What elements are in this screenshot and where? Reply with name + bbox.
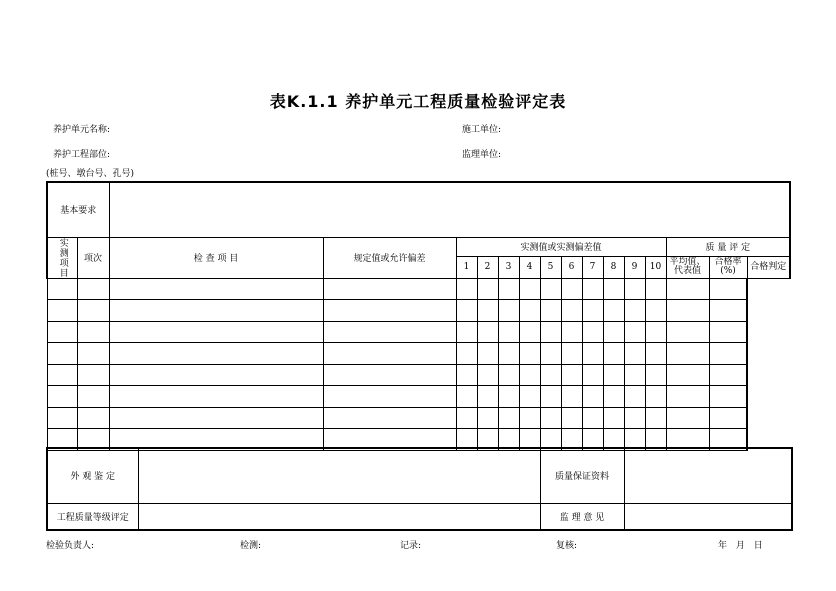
measure-col-2: 2	[477, 256, 498, 278]
table-cell[interactable]	[519, 321, 540, 343]
table-cell[interactable]	[519, 343, 540, 365]
table-cell[interactable]	[561, 321, 582, 343]
table-cell[interactable]	[498, 386, 519, 408]
evaluation-table	[46, 447, 793, 531]
table-cell[interactable]	[477, 343, 498, 365]
measure-col-6: 6	[561, 256, 582, 278]
measure-col-1: 1	[456, 256, 477, 278]
table-cell[interactable]	[540, 300, 561, 322]
table-cell[interactable]	[498, 364, 519, 386]
table-cell[interactable]	[645, 407, 666, 429]
table-cell[interactable]	[666, 407, 709, 429]
col-rate-header: 合格率(%)	[709, 256, 747, 278]
table-cell[interactable]	[645, 300, 666, 322]
supervision-opinion-label: 监 理 意 见	[540, 503, 624, 530]
table-cell[interactable]	[624, 343, 645, 365]
table-cell[interactable]	[624, 278, 645, 300]
table-cell[interactable]	[519, 300, 540, 322]
table-cell[interactable]	[109, 321, 323, 343]
table-cell[interactable]	[477, 407, 498, 429]
table-cell[interactable]	[709, 407, 747, 429]
table-cell[interactable]	[477, 321, 498, 343]
table-cell[interactable]	[323, 407, 456, 429]
grade-cell[interactable]	[138, 503, 540, 530]
table-cell[interactable]	[456, 407, 477, 429]
table-cell[interactable]	[603, 407, 624, 429]
col-no-header: 项次	[77, 237, 109, 278]
table-cell[interactable]	[645, 386, 666, 408]
table-cell[interactable]	[47, 300, 77, 322]
table-cell[interactable]	[709, 300, 747, 322]
table-cell[interactable]	[519, 407, 540, 429]
table-cell[interactable]	[645, 343, 666, 365]
table-cell[interactable]	[709, 321, 747, 343]
table-cell[interactable]	[323, 343, 456, 365]
record-label: 记录:	[400, 541, 422, 551]
table-cell[interactable]	[477, 364, 498, 386]
table-cell[interactable]	[603, 386, 624, 408]
col-spec-header: 规定值或允许偏差	[323, 237, 456, 278]
project-part-label: 养护工程部位:	[53, 150, 111, 160]
supervision-opinion-cell[interactable]	[624, 503, 792, 530]
table-cell[interactable]	[47, 407, 77, 429]
table-cell[interactable]	[540, 321, 561, 343]
table-cell[interactable]	[645, 364, 666, 386]
table-cell[interactable]	[456, 278, 477, 300]
table-cell[interactable]	[540, 386, 561, 408]
table-cell[interactable]	[323, 278, 456, 300]
table-cell[interactable]	[477, 300, 498, 322]
table-cell[interactable]	[47, 343, 77, 365]
appearance-label: 外 观 鉴 定	[47, 448, 138, 503]
table-cell[interactable]	[582, 300, 603, 322]
table-cell[interactable]	[624, 321, 645, 343]
table-cell[interactable]	[540, 364, 561, 386]
table-cell[interactable]	[456, 364, 477, 386]
table-cell[interactable]	[624, 300, 645, 322]
table-cell[interactable]	[540, 278, 561, 300]
col-quality-header: 质 量 评 定	[666, 237, 790, 256]
table-cell[interactable]	[624, 386, 645, 408]
measure-col-9: 9	[624, 256, 645, 278]
table-cell[interactable]	[47, 386, 77, 408]
col-judge-header: 合格判定	[747, 256, 790, 278]
table-cell[interactable]	[582, 407, 603, 429]
page-title: 表K.1.1 养护单元工程质量检验评定表	[269, 92, 567, 111]
table-cell[interactable]	[77, 364, 109, 386]
table-cell[interactable]	[109, 278, 323, 300]
table-cell[interactable]	[323, 386, 456, 408]
table-cell[interactable]	[666, 300, 709, 322]
table-cell[interactable]	[456, 386, 477, 408]
col-item-header: 检 查 项 目	[109, 237, 323, 278]
table-cell[interactable]	[47, 321, 77, 343]
table-cell[interactable]	[323, 300, 456, 322]
basic-requirements-label: 基本要求	[47, 182, 109, 237]
supervision-unit-label: 监理单位:	[462, 150, 502, 160]
table-cell[interactable]	[498, 321, 519, 343]
table-cell[interactable]	[109, 386, 323, 408]
inspection-table	[46, 181, 791, 451]
table-cell[interactable]	[603, 300, 624, 322]
table-cell[interactable]	[709, 386, 747, 408]
table-cell[interactable]	[540, 407, 561, 429]
table-cell[interactable]	[603, 321, 624, 343]
table-cell[interactable]	[519, 364, 540, 386]
table-cell[interactable]	[109, 300, 323, 322]
review-label: 复核:	[556, 541, 578, 551]
table-cell[interactable]	[624, 364, 645, 386]
table-cell[interactable]	[561, 364, 582, 386]
pile-note: (桩号、墩台号、孔号)	[46, 169, 135, 179]
table-cell[interactable]	[666, 343, 709, 365]
measure-col-3: 3	[498, 256, 519, 278]
table-cell[interactable]	[709, 364, 747, 386]
table-row	[47, 278, 790, 300]
table-cell[interactable]	[582, 343, 603, 365]
table-cell[interactable]	[582, 278, 603, 300]
col-avg-header: 平均值、代表值	[666, 256, 709, 278]
table-cell[interactable]	[477, 386, 498, 408]
table-cell[interactable]	[540, 343, 561, 365]
construction-unit-label: 施工单位:	[462, 125, 502, 135]
table-cell[interactable]	[624, 407, 645, 429]
table-cell[interactable]	[77, 278, 109, 300]
table-cell[interactable]	[456, 300, 477, 322]
table-cell[interactable]	[519, 386, 540, 408]
table-cell[interactable]	[582, 364, 603, 386]
table-cell[interactable]	[109, 343, 323, 365]
table-cell[interactable]	[109, 407, 323, 429]
table-cell[interactable]	[77, 321, 109, 343]
table-cell[interactable]	[561, 343, 582, 365]
table-cell[interactable]	[519, 278, 540, 300]
date-label: 年 月 日	[718, 541, 766, 551]
basic-requirements-cell[interactable]	[109, 182, 790, 237]
table-cell[interactable]	[666, 321, 709, 343]
unit-name-label: 养护单元名称:	[53, 125, 111, 135]
table-cell[interactable]	[77, 386, 109, 408]
table-cell[interactable]	[456, 343, 477, 365]
table-row	[47, 407, 790, 429]
measured-items-label: 实测项目	[47, 237, 77, 278]
table-cell[interactable]	[498, 300, 519, 322]
table-cell[interactable]	[645, 321, 666, 343]
table-cell[interactable]	[498, 407, 519, 429]
table-cell[interactable]	[456, 321, 477, 343]
table-cell[interactable]	[561, 386, 582, 408]
table-cell[interactable]	[603, 364, 624, 386]
table-cell[interactable]	[561, 278, 582, 300]
table-cell[interactable]	[603, 343, 624, 365]
grade-label: 工程质量等级评定	[47, 503, 138, 530]
quality-docs-cell[interactable]	[624, 448, 792, 503]
col-measured-header: 实测值或实测偏差值	[456, 237, 666, 256]
table-cell[interactable]	[109, 364, 323, 386]
table-cell[interactable]	[582, 386, 603, 408]
quality-docs-label: 质量保证资料	[540, 448, 624, 503]
table-cell[interactable]	[645, 278, 666, 300]
table-row	[47, 386, 790, 408]
measure-col-7: 7	[582, 256, 603, 278]
table-cell[interactable]	[323, 321, 456, 343]
table-cell[interactable]	[477, 278, 498, 300]
table-cell[interactable]	[561, 407, 582, 429]
table-cell[interactable]	[582, 321, 603, 343]
table-cell[interactable]	[323, 364, 456, 386]
table-cell[interactable]	[77, 343, 109, 365]
table-cell[interactable]	[561, 300, 582, 322]
testing-label: 检测:	[240, 541, 262, 551]
table-cell[interactable]	[666, 364, 709, 386]
table-row	[47, 364, 790, 386]
table-cell[interactable]	[77, 407, 109, 429]
measure-col-8: 8	[603, 256, 624, 278]
appearance-cell[interactable]	[138, 448, 540, 503]
table-cell[interactable]	[47, 364, 77, 386]
table-row	[47, 343, 790, 365]
table-cell[interactable]	[47, 278, 77, 300]
table-row	[47, 300, 790, 322]
measure-col-10: 10	[645, 256, 666, 278]
measure-col-4: 4	[519, 256, 540, 278]
table-cell[interactable]	[709, 343, 747, 365]
table-cell[interactable]	[666, 386, 709, 408]
table-row	[47, 321, 790, 343]
table-cell[interactable]	[498, 343, 519, 365]
table-cell[interactable]	[666, 278, 709, 300]
table-cell[interactable]	[498, 278, 519, 300]
measure-col-5: 5	[540, 256, 561, 278]
table-cell[interactable]	[709, 278, 747, 300]
table-cell[interactable]	[77, 300, 109, 322]
inspector-label: 检验负责人:	[46, 541, 95, 551]
table-cell[interactable]	[603, 278, 624, 300]
